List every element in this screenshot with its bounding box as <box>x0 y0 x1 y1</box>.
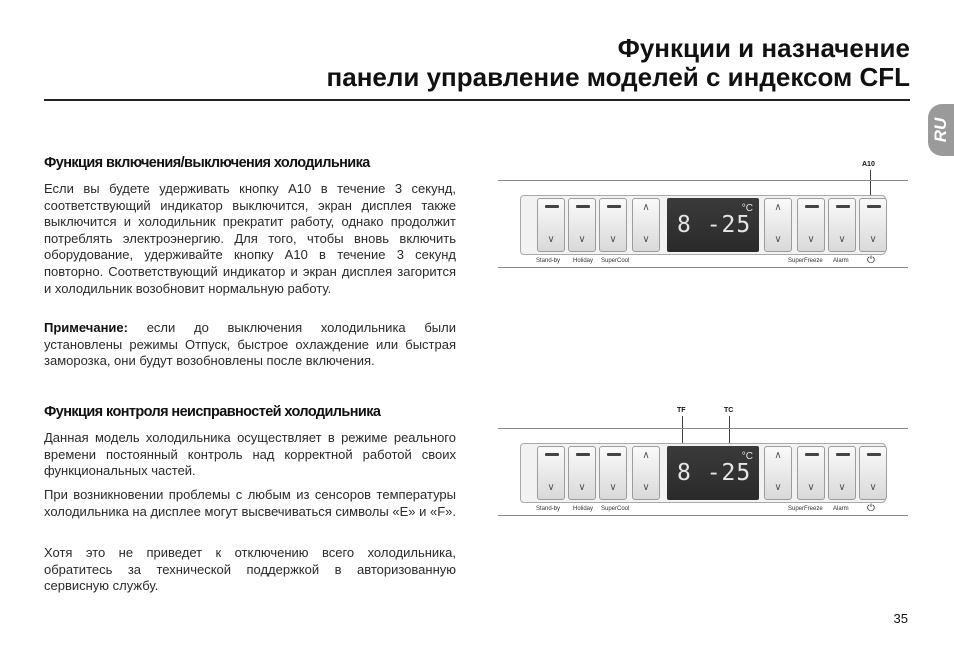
callout-a10: A10 <box>862 161 875 168</box>
key-freezer-temp[interactable]: ∧ ∨ <box>764 198 792 252</box>
key-standby[interactable]: ∨ <box>537 446 565 500</box>
control-panel-1-face <box>520 195 886 255</box>
key-holiday[interactable]: ∨ <box>568 446 596 500</box>
key-freezer-temp[interactable]: ∧ ∨ <box>764 446 792 500</box>
section-fault-paragraph-2: При возникновении проблемы с любым из сенсоров температуры холодильника на дисплее могут высвечиваться символы «E» и «F». <box>44 487 456 519</box>
label-standby: Stand-by <box>536 506 561 512</box>
note-text: если до выключения холодильника были установлены режимы Отпуск, быстрое охлаждение или быстрая заморозка, они будут возобновлены после включения. <box>44 320 456 369</box>
callout-tc: TC <box>724 407 734 414</box>
control-panel-1 <box>498 180 908 268</box>
key-fridge-temp[interactable]: ∧ ∨ <box>632 198 660 252</box>
display-unit: °C <box>741 203 753 214</box>
label-alarm: Alarm <box>833 258 849 264</box>
section-power-paragraph: Если вы будете удерживать кнопку A10 в течение 3 секунд, соответствующий индикатор выключится, экран дисплея также выключится и холодильник прекратит работу, однако продолжит потреблять электроэнергию. Для того, чтобы вновь включить оборудование, удерживайте кнопку A10 в течение 3 секунд повторно. Соответствующий индикатор и экран дисплея загорится и холодильник возобновит нормальную работу. <box>44 181 456 296</box>
display-digits: 8 -25 <box>677 460 752 486</box>
page-title-line-2: панели управление моделей с индексом CFL <box>326 62 910 92</box>
page-number: 35 <box>893 611 908 626</box>
key-alarm[interactable]: ∨ <box>828 446 856 500</box>
display-digits: 8 -25 <box>677 212 752 238</box>
key-alarm[interactable]: ∨ <box>828 198 856 252</box>
label-holiday: Holiday <box>573 258 594 264</box>
temperature-display <box>667 446 759 500</box>
label-holiday: Holiday <box>573 506 594 512</box>
label-superfreeze: SuperFreeze <box>788 506 823 512</box>
section-power-note <box>44 320 456 370</box>
key-supercool[interactable]: ∨ <box>599 198 627 252</box>
header-rule <box>44 99 910 101</box>
power-icon: ⏻ <box>867 503 875 514</box>
section-heading-fault-control: Функция контроля неисправностей холодильника <box>44 404 381 420</box>
section-fault-paragraph-3: Хотя это не приведет к отключению всего холодильника, обратитесь за технической поддержкой в авторизованную сервисную службу. <box>44 545 456 594</box>
section-heading-power: Функция включения/выключения холодильника <box>44 155 370 171</box>
key-power-a10[interactable]: ∨ <box>859 198 887 252</box>
power-icon: ⏻ <box>867 255 875 266</box>
key-standby[interactable]: ∨ <box>537 198 565 252</box>
control-panel-2-face <box>520 443 886 503</box>
language-tab-label: RU <box>931 117 950 143</box>
key-supercool[interactable]: ∨ <box>599 446 627 500</box>
control-panel-2 <box>498 428 908 516</box>
key-fridge-temp[interactable]: ∧ ∨ <box>632 446 660 500</box>
temperature-display <box>667 198 759 252</box>
page-title <box>327 34 910 92</box>
language-tab <box>928 104 954 156</box>
key-superfreeze[interactable]: ∨ <box>797 446 825 500</box>
page-title-line-1: Функции и назначение <box>617 33 910 63</box>
display-unit: °C <box>741 451 753 462</box>
key-power[interactable]: ∨ <box>859 446 887 500</box>
label-alarm: Alarm <box>833 506 849 512</box>
label-standby: Stand-by <box>536 258 561 264</box>
label-supercool: SuperCool <box>601 506 630 512</box>
callout-tf: TF <box>677 407 686 414</box>
key-superfreeze[interactable]: ∨ <box>797 198 825 252</box>
key-holiday[interactable]: ∨ <box>568 198 596 252</box>
section-fault-paragraph-1: Данная модель холодильника осуществляет в режиме реального времени постоянный контроль над корректной работой своих функциональных частей. <box>44 430 456 479</box>
label-superfreeze: SuperFreeze <box>788 258 823 264</box>
label-supercool: SuperCool <box>601 258 630 264</box>
note-label: Примечание: <box>44 320 128 335</box>
